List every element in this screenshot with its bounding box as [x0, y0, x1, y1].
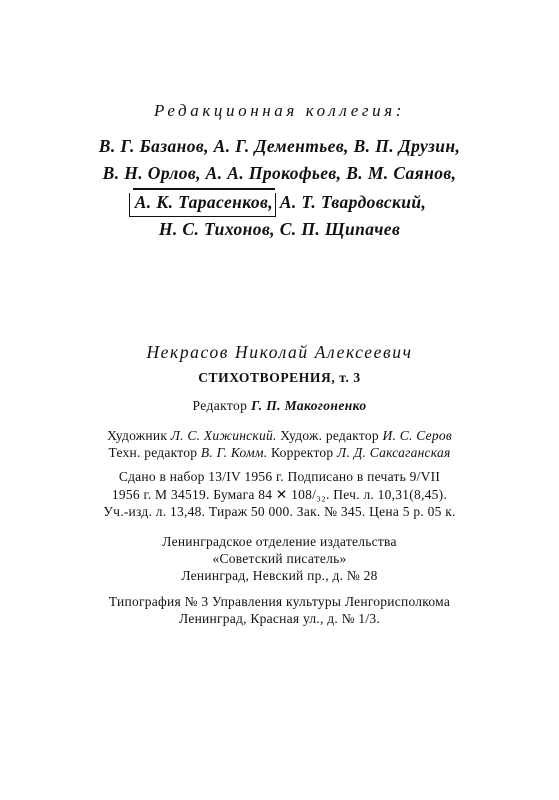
- tech-editor-name: В. Г. Комм.: [200, 445, 268, 460]
- framed-name-text: А. К. Тарасенков,: [134, 192, 274, 212]
- editorial-board-line-4: Н. С. Тихонов, С. П. Щипачев: [158, 219, 401, 239]
- art-editor-name: И. С. Серов: [382, 428, 452, 443]
- artist-label: Художник: [107, 428, 168, 443]
- mourning-frame-top: [133, 188, 275, 190]
- editor-label: Редактор: [192, 398, 248, 413]
- artist-name: Л. С. Хижинский.: [170, 428, 277, 443]
- mourning-framed-name: [133, 192, 275, 213]
- publisher-line-3: Ленинград, Невский пр., д. № 28: [181, 568, 378, 583]
- proofreader-label: Корректор: [270, 445, 334, 460]
- publisher-line-1: Ленинградское отделение издательства: [162, 534, 397, 549]
- credits-line-2: [0, 445, 559, 461]
- editor-name: Г. П. Макогоненко: [251, 398, 367, 413]
- art-editor-label: Худож. редактор: [280, 428, 379, 443]
- publisher-line-2: «Советский писатель»: [212, 551, 347, 566]
- printing-house-line-1: Типография № 3 Управления культуры Ленгорисполкома: [108, 594, 451, 609]
- printing-house-line-2: Ленинград, Красная ул., д. № 1/3.: [179, 611, 380, 626]
- printing-info-line-3: Уч.-изд. л. 13,48. Тираж 50 000. Зак. № 345. Цена 5 р. 05 к.: [103, 504, 456, 519]
- editor-line: [0, 398, 559, 414]
- proofreader-name: Л. Д. Саксаганская: [337, 445, 451, 460]
- printing-info-line-2: 1956 г. М 34519. Бумага 84 ✕ 108/₃₂. Печ. л. 10,31(8,45).: [111, 487, 448, 502]
- editorial-board-line-1: В. Г. Базанов, А. Г. Дементьев, В. П. Друзин,: [98, 136, 461, 156]
- printing-info-line-1: Сдано в набор 13/IV 1956 г. Подписано в печать 9/VII: [118, 469, 441, 484]
- mourning-frame-bottom: [129, 216, 276, 218]
- book-title: СТИХОТВОРЕНИЯ, т. 3: [198, 370, 361, 385]
- editorial-board-line-2: В. Н. Орлов, А. А. Прокофьев, В. М. Саянов,: [102, 163, 457, 183]
- editorial-board-heading: Редакционная коллегия:: [153, 101, 406, 120]
- editorial-board-line-3: [0, 192, 559, 213]
- author-name: Некрасов Николай Алексеевич: [146, 342, 413, 362]
- tech-editor-label: Техн. редактор: [108, 445, 198, 460]
- credits-line-1: [0, 428, 559, 444]
- editorial-board-line-3-rest: А. Т. Твардовский,: [279, 192, 427, 212]
